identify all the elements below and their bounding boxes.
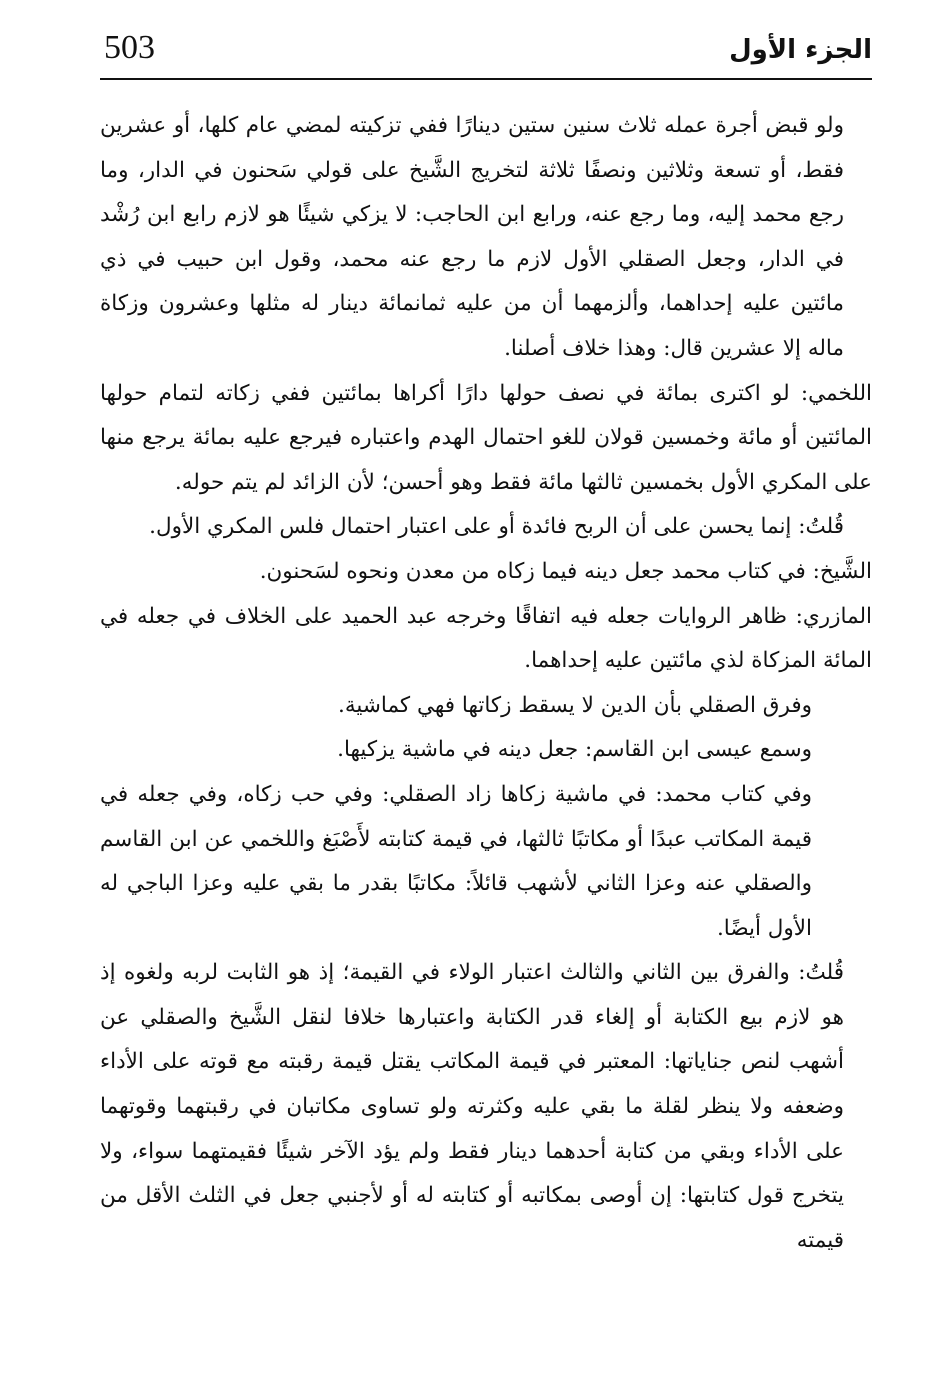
paragraph-5: المازري: ظاهر الروايات جعله فيه اتفاقًا وخرجه عبد الحميد على الخلاف في جعله في المائة المزكاة لذي مائتين عليه إحداهما. bbox=[100, 603, 872, 674]
paragraph-8: وفي كتاب محمد: في ماشية زكاها زاد الصقلي: وفي حب زكاه، وفي جعله في قيمة المكاتب عبدًا أو مكاتبًا ثالثها، في قيمة كتابته لأَصْبَغ واللخمي عن ابن القاسم والصقلي عنه وعزا الثاني لأشهب قائلاً: مكاتبًا بقدر ما بقي عليه وعزا الباجي له الأول أيضًا. bbox=[100, 781, 812, 941]
paragraph-2: اللخمي: لو اكترى بمائة في نصف حولها دارًا أكراها بمائتين ففي زكاته لتمام حولها المائتين أو مائة وخمسين قولان للغو احتمال الهدم واعتباره فيرجع عليه بمائة يرجع منها على المكري الأول بخمسين ثالثها مائة فقط وهو أحسن؛ لأن الزائد لم يتم حوله. bbox=[100, 380, 872, 495]
paragraph-4: الشَّيخ: في كتاب محمد جعل دينه فيما زكاه من معدن ونحوه لسَحنون. bbox=[259, 558, 872, 584]
paragraph-7: وسمع عيسى ابن القاسم: جعل دينه في ماشية يزكيها. bbox=[337, 737, 812, 763]
header-rule bbox=[100, 78, 872, 80]
paragraph-1: ولو قبض أجرة عمله ثلاث سنين ستين دينارًا ففي تزكيته لمضي عام كلها، أو عشرين فقط، أو تسعة وثلاثين ونصفًا ثلاثة لتخريج الشَّيخ على قولي سَحنون في الدار، وما رجع محمد إليه، وما رجع عنه، ورابع ابن الحاجب: لا يزكي شيئًا هو لازم رابع ابن رُشْد في الدار، وجعل الصقلي الأول لازم ما رجع عنه محمد، وقول ابن حبيب في ذي مائتين عليه إحداهما، وألزمهما أن من عليه ثمانمائة دينار له مثلها وعشرون وزكاة ماله إلا عشرين قال: وهذا خلاف أصلنا. bbox=[100, 113, 844, 361]
page-number: 503 bbox=[104, 29, 155, 66]
page-header bbox=[100, 28, 872, 84]
running-title: الجزء الأول bbox=[729, 35, 872, 65]
paragraph-3: قُلتُ: إنما يحسن على أن الربح فائدة أو على اعتبار احتمال فلس المكري الأول. bbox=[149, 514, 844, 540]
body-text bbox=[100, 104, 872, 1263]
paragraph-6: وفرق الصقلي بأن الدين لا يسقط زكاتها فهي كماشية. bbox=[338, 692, 812, 718]
paragraph-9: قُلتُ: والفرق بين الثاني والثالث اعتبار الولاء في القيمة؛ إذ هو الثابت لربه ولغوه إذ هو لازم بيع الكتابة أو إلغاء قدر الكتابة واعتبارها خلافا لنقل الشَّيخ والصقلي عن أشهب لنص جناياتها: المعتبر في قيمة المكاتب يقتل قيمة رقبته مع قوته على الأداء وضعفه ولا ينظر لقلة ما بقي عليه وكثرته ولو تساوى مكاتبان في رقبتهما وقوتهما على الأداء وبقي من كتابة أحدهما دينار فقط ولم يؤد الآخر شيئًا فقيمتهما سواء، ولا يتخرج قول كتابتها: إن أوصى بمكاتبه أو كتابته له أو لأجنبي جعل في الثلث الأقل من قيمته bbox=[100, 960, 844, 1253]
